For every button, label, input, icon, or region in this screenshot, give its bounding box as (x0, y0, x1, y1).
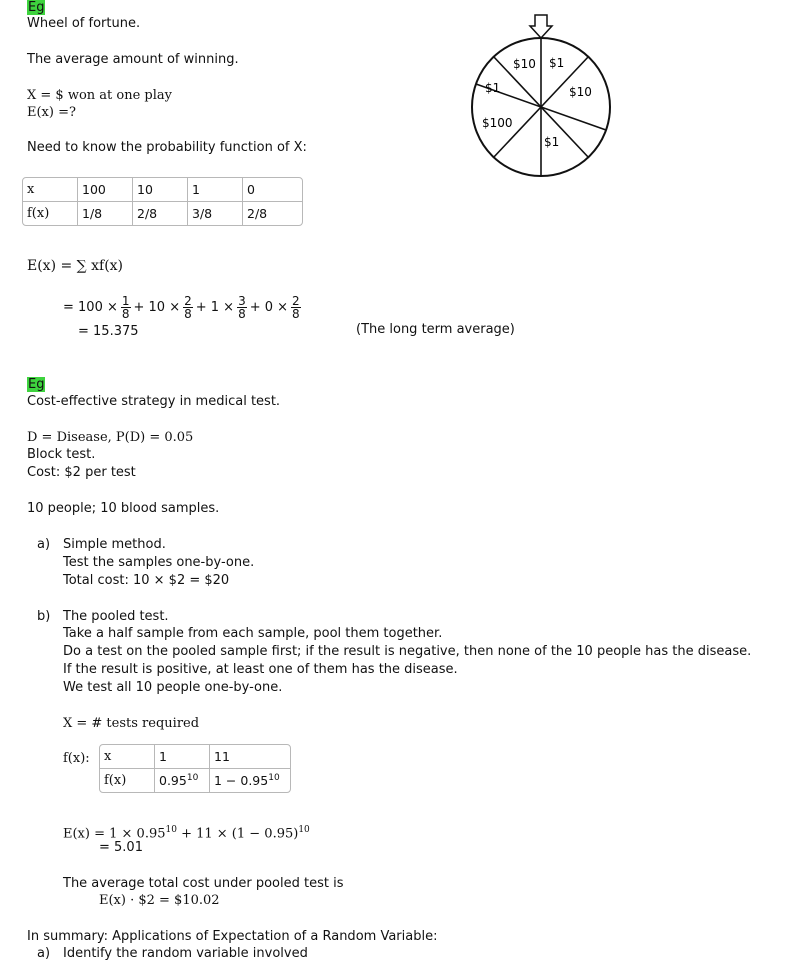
table-cell: 0 (243, 178, 302, 202)
probability-intro: Need to know the probability function of X: (27, 140, 307, 155)
method-a-title: Simple method. (63, 537, 166, 552)
table-cell: 3/8 (188, 202, 243, 225)
average-cost-formula: E(x) · $2 = $10.02 (99, 893, 220, 908)
example-tag: Eg (28, 0, 45, 15)
average-cost-text: The average total cost under pooled test is (63, 876, 344, 891)
method-b-text: Take a half sample from each sample, pool them together. (63, 626, 443, 641)
expectation-calculation (62, 289, 303, 325)
wheel-segment-label: $10 (569, 85, 592, 99)
table-cell: 11 (210, 745, 290, 769)
calc-operator: + 10 × (133, 299, 181, 315)
table-cell: $1 - 0.95^{10}$ (214, 772, 280, 789)
list-marker: a) (37, 537, 51, 552)
people-text: 10 people; 10 blood samples. (27, 501, 220, 516)
fraction-numerator: 3 (238, 293, 246, 308)
fraction-denominator: 8 (292, 306, 300, 321)
intro-text: The average amount of winning. (27, 52, 239, 67)
fraction-denominator: 8 (238, 306, 246, 321)
table-cell: x (100, 745, 155, 769)
probability-table (22, 177, 303, 226)
long-term-note: (The long term average) (356, 322, 515, 337)
fraction (290, 295, 302, 320)
table-cell: 0.95$^{10}$ (155, 769, 210, 792)
table-cell: 2/8 (247, 206, 268, 221)
summary-item: Identify the random variable involved (63, 946, 308, 961)
wheel-segment-label: $10 (513, 57, 536, 71)
method-b-text: Do a test on the pooled sample first; if the result is negative, then none of the 10 people has the disease. (63, 644, 752, 659)
table-cell: 1 (155, 745, 210, 769)
calc-prefix: = 100 × (63, 299, 118, 315)
cost-text: Cost: $2 per test (27, 465, 136, 480)
wheel-segment-label: $100 (482, 116, 513, 130)
method-b-text: We test all 10 people one-by-one. (63, 680, 283, 695)
table-cell: f(x) (100, 769, 155, 792)
pointer-arrow-icon (530, 15, 552, 38)
variable-definition: X = # tests required (63, 716, 200, 731)
fraction-numerator: 2 (292, 293, 300, 308)
table-cell: x (23, 178, 78, 202)
table-cell: 1/8 (78, 202, 133, 225)
calc-result: = 15.375 (78, 324, 139, 339)
calc-operator: + 0 × (249, 299, 289, 315)
block-test-text: Block test. (27, 447, 96, 462)
list-marker: b) (37, 609, 51, 624)
table-cell: f(x) (23, 202, 78, 225)
fraction-denominator: 8 (184, 306, 192, 321)
method-b-text: If the result is positive, at least one of them has the disease. (63, 662, 458, 677)
list-marker: a) (37, 946, 51, 961)
table-cell: 1 (188, 178, 243, 202)
expectation-formula: E(x) = ∑ xf(x) (27, 258, 124, 274)
fraction (236, 295, 248, 320)
section-title: Cost-effective strategy in medical test. (27, 394, 281, 409)
wheel-of-fortune (465, 12, 615, 182)
wheel-segment-label: $1 (549, 56, 565, 70)
method-b-title: The pooled test. (63, 609, 169, 624)
wheel-segment-label: $1 (485, 81, 501, 95)
variable-definition: X = $ won at one play (27, 88, 172, 103)
wheel-segment-label: $1 (544, 135, 560, 149)
method-a-cost: Total cost: 10 × $2 = $20 (63, 573, 230, 588)
table-cell: 100 (78, 178, 133, 202)
pooled-expectation-result: = 5.01 (99, 840, 143, 855)
table-cell: 2/8 (133, 202, 188, 225)
method-a-text: Test the samples one-by-one. (63, 555, 255, 570)
summary-title: In summary: Applications of Expectation of a Random Variable: (27, 929, 438, 944)
fraction-numerator: 1 (121, 293, 130, 308)
calc-operator: + 1 × (195, 299, 235, 315)
fraction-denominator: 8 (121, 306, 130, 321)
example-tag: Eg (28, 377, 45, 392)
fraction (182, 295, 194, 320)
section-title: Wheel of fortune. (27, 16, 141, 31)
table-cell: 10 (133, 178, 188, 202)
pooled-expectation-formula: $E(x) = 1 \times 0.95^{10} + 11 \times (1 - 0.95)^{10}$ (63, 825, 310, 842)
fraction-numerator: 2 (184, 293, 192, 308)
pooled-probability-table (99, 744, 291, 793)
fraction (120, 295, 132, 320)
fx-label: f(x): (63, 751, 90, 766)
disease-definition: D = Disease, P(D) = 0.05 (27, 430, 194, 445)
expectation-question: E(x) =? (27, 105, 76, 120)
